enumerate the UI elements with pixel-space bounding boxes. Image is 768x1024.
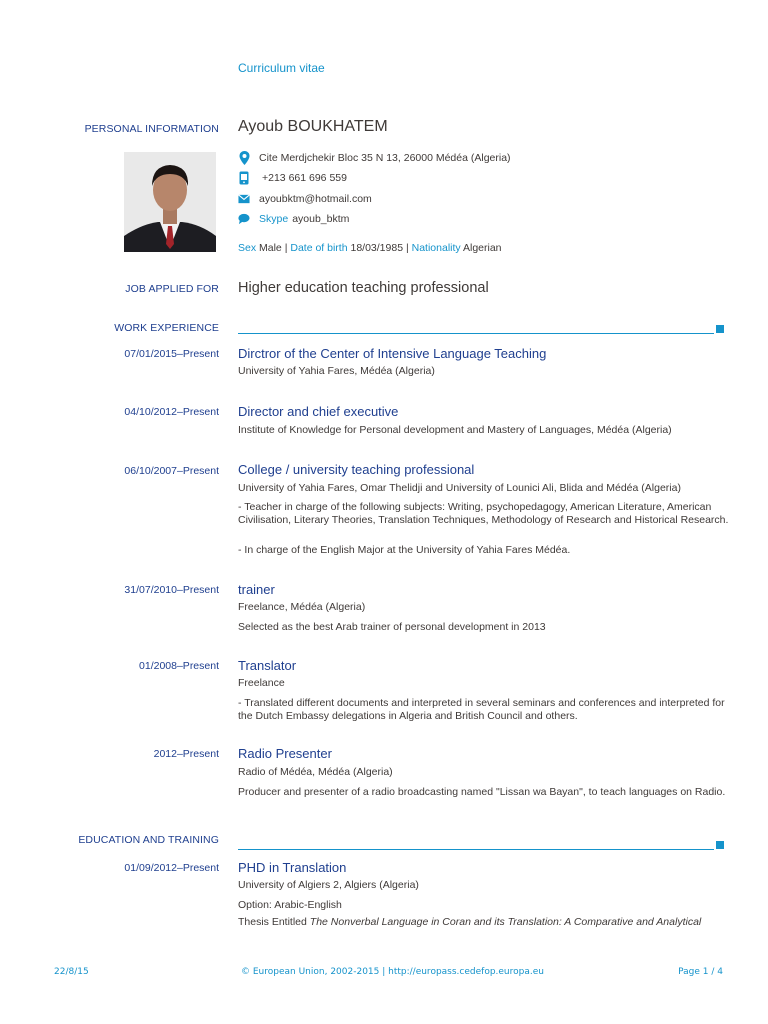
- personal-details-line: [238, 242, 502, 254]
- email-address[interactable]: ayoubktm@hotmail.com: [259, 193, 372, 205]
- section-label-job-applied: JOB APPLIED FOR: [125, 283, 219, 295]
- work-organisation: Freelance: [238, 677, 285, 689]
- dob-label: Date of birth: [290, 242, 348, 254]
- envelope-icon: [238, 192, 250, 206]
- work-description: Selected as the best Arab trainer of personal development in 2013: [238, 621, 546, 633]
- work-organisation: University of Yahia Fares, Omar Thelidji and University of Lounici Ali, Blida and Médéa (Algeria): [238, 482, 681, 494]
- education-option: Option: Arabic-English: [238, 899, 342, 911]
- address-text: Cite Merdjchekir Bloc 35 N 13, 26000 Médéa (Algeria): [259, 152, 511, 164]
- section-label-education: EDUCATION AND TRAINING: [78, 834, 219, 846]
- work-date: 06/10/2007–Present: [124, 465, 219, 477]
- work-title: Director and chief executive: [238, 404, 399, 419]
- location-pin-icon: [238, 151, 250, 165]
- work-organisation: Freelance, Médéa (Algeria): [238, 601, 366, 613]
- address-row: [238, 150, 511, 166]
- skype-row: [238, 211, 349, 227]
- work-organisation: Institute of Knowledge for Personal development and Mastery of Languages, Médéa (Algeria): [238, 424, 672, 436]
- work-description: - Translated different documents and interpreted in several seminars and conferences and interpreted for the Dutch Embassy delegations in Algeria and British Council and others.: [238, 697, 725, 722]
- work-title: Radio Presenter: [238, 746, 332, 761]
- mobile-phone-icon: [238, 171, 250, 185]
- education-title: PHD in Translation: [238, 860, 347, 875]
- profile-photo: [124, 152, 216, 252]
- work-date: 2012–Present: [153, 748, 219, 760]
- sex-value: Male: [259, 242, 282, 254]
- work-title: Translator: [238, 658, 297, 673]
- separator: |: [405, 242, 409, 254]
- nationality-value: Algerian: [463, 242, 502, 254]
- thesis-prefix: Thesis Entitled: [238, 916, 310, 928]
- separator: |: [284, 242, 288, 254]
- phone-number[interactable]: +213 661 696 559: [262, 172, 347, 184]
- work-organisation: University of Yahia Fares, Médéa (Algeria): [238, 365, 435, 377]
- work-organisation: Radio of Médéa, Médéa (Algeria): [238, 766, 393, 778]
- work-title: trainer: [238, 582, 275, 597]
- person-name: Ayoub BOUKHATEM: [238, 118, 388, 135]
- section-label-work-experience: WORK EXPERIENCE: [114, 322, 219, 334]
- work-description: - Teacher in charge of the following subjects: Writing, psychopedagogy, American Literature, American Civilisation, Literary Theories, Translation Techniques, Methodology of Research and Historical Research.: [238, 501, 729, 526]
- chat-bubble-icon: [238, 212, 250, 226]
- dob-value: 18/03/1985: [350, 242, 404, 254]
- work-date: 01/2008–Present: [139, 660, 219, 672]
- work-title: Dirctror of the Center of Intensive Language Teaching: [238, 346, 547, 361]
- skype-handle: ayoub_bktm: [292, 213, 350, 225]
- section-marker: [716, 841, 724, 849]
- work-date: 31/07/2010–Present: [124, 584, 219, 596]
- section-label-personal: PERSONAL INFORMATION: [84, 123, 219, 135]
- work-date: 07/01/2015–Present: [124, 348, 219, 360]
- job-applied-value: Higher education teaching professional: [238, 280, 489, 296]
- section-divider: [238, 333, 714, 334]
- footer-copyright: © European Union, 2002-2015 | http://europass.cedefop.europa.eu: [241, 967, 544, 977]
- work-description: Producer and presenter of a radio broadcasting named "Lissan wa Bayan", to teach languages on Radio.: [238, 786, 726, 798]
- nationality-label: Nationality: [411, 242, 461, 254]
- section-divider: [238, 849, 714, 850]
- skype-label: Skype: [259, 213, 289, 225]
- work-date: 04/10/2012–Present: [124, 406, 219, 418]
- footer-date: 22/8/15: [54, 967, 89, 977]
- phone-row: [238, 170, 347, 186]
- thesis-title: The Nonverbal Language in Coran and its Translation: A Comparative and Analytical: [309, 916, 702, 928]
- education-thesis: [238, 916, 701, 928]
- sex-label: Sex: [238, 242, 257, 254]
- education-institution: University of Algiers 2, Algiers (Algeria): [238, 879, 419, 891]
- email-row: [238, 191, 372, 207]
- section-marker: [716, 325, 724, 333]
- footer-page-number: Page 1 / 4: [678, 967, 723, 977]
- work-title: College / university teaching professional: [238, 462, 475, 477]
- document-title: Curriculum vitae: [238, 61, 325, 75]
- work-description: - In charge of the English Major at the University of Yahia Fares Médéa.: [238, 544, 571, 556]
- education-date: 01/09/2012–Present: [124, 862, 219, 874]
